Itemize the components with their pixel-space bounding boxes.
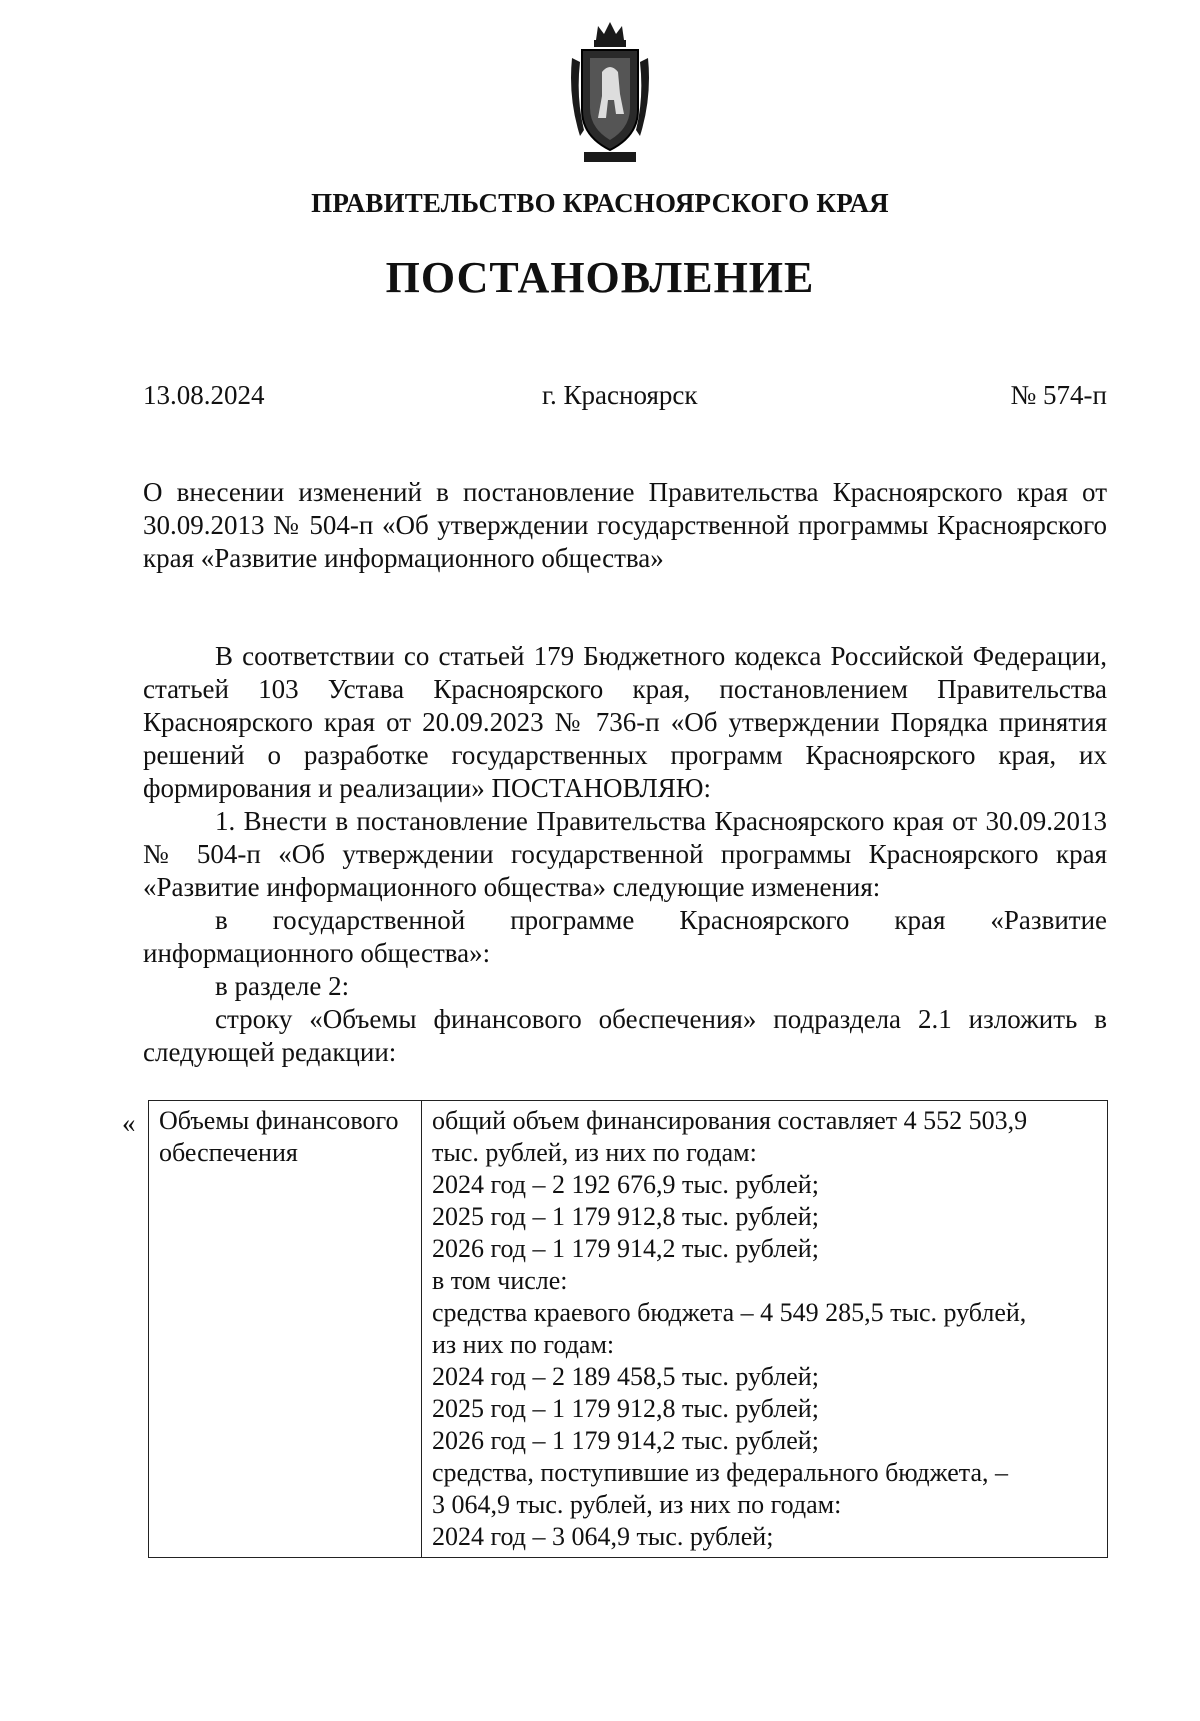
table-line: из них по годам: [432,1330,615,1359]
document-subject: О внесении изменений в постановление Правительства Красноярского края от 30.09.2013 № 504-п «Об утверждении государственной программы Красноярского края «Развитие информационного общества» [143,477,1107,573]
table-line: 2025 год – 1 179 912,8 тыс. рублей; [432,1202,819,1231]
table-line: 2026 год – 1 179 914,2 тыс. рублей; [432,1426,819,1455]
table-row [149,1101,1108,1558]
body-paragraph-program: в государственной программе Красноярского края «Развитие информационного общества»: [143,905,1107,968]
table-line: средства краевого бюджета – 4 549 285,5 тыс. рублей, [432,1298,1027,1327]
document-number: № 574-п [1010,380,1107,410]
document-date: 13.08.2024 [143,380,265,410]
coat-of-arms-emblem [568,18,652,168]
organization-title: ПРАВИТЕЛЬСТВО КРАСНОЯРСКОГО КРАЯ [311,188,889,218]
table-line: тыс. рублей, из них по годам: [432,1138,757,1167]
document-city: г. Красноярск [542,380,698,410]
table-line: общий объем финансирования составляет 4 552 503,9 [432,1106,1028,1135]
financing-table [148,1100,1108,1558]
body-preamble: В соответствии со статьей 179 Бюджетного кодекса Российской Федерации, статьей 103 Устава Красноярского края, постановлением Правительства Красноярского края от 20.09.2023 № 736-п «Об утверждении Порядка принятия решений о разработке государственных программ Красноярского края, их формирования и реализации» ПОСТАНОВЛЯЮ: [143,641,1107,803]
table-line: 2024 год – 2 192 676,9 тыс. рублей; [432,1170,819,1199]
body-item-1: 1. Внести в постановление Правительства Красноярского края от 30.09.2013 № 504-п «Об утверждении государственной программы Красноярского края «Развитие информационного общества» следующие изменения: [143,806,1107,902]
table-line: 2025 год – 1 179 912,8 тыс. рублей; [432,1394,819,1423]
body-paragraph-section: в разделе 2: [215,971,350,1001]
table-line: 2024 год – 3 064,9 тыс. рублей; [432,1522,774,1551]
table-label-cell: Объемы финансового обеспечения [149,1101,422,1558]
table-line: средства, поступившие из федерального бюджета, – [432,1458,1009,1487]
table-line: 2024 год – 2 189 458,5 тыс. рублей; [432,1362,819,1391]
body-paragraph-row: строку «Объемы финансового обеспечения» подраздела 2.1 изложить в следующей редакции: [143,1004,1107,1067]
table-line: в том числе: [432,1266,568,1295]
document-body [143,640,1107,1069]
table-line: 2026 год – 1 179 914,2 тыс. рублей; [432,1234,819,1263]
table-line: 3 064,9 тыс. рублей, из них по годам: [432,1490,842,1519]
document-type-title: ПОСТАНОВЛЕНИЕ [385,253,815,302]
table-open-quote: « [122,1108,136,1138]
table-value-cell [422,1101,1108,1558]
